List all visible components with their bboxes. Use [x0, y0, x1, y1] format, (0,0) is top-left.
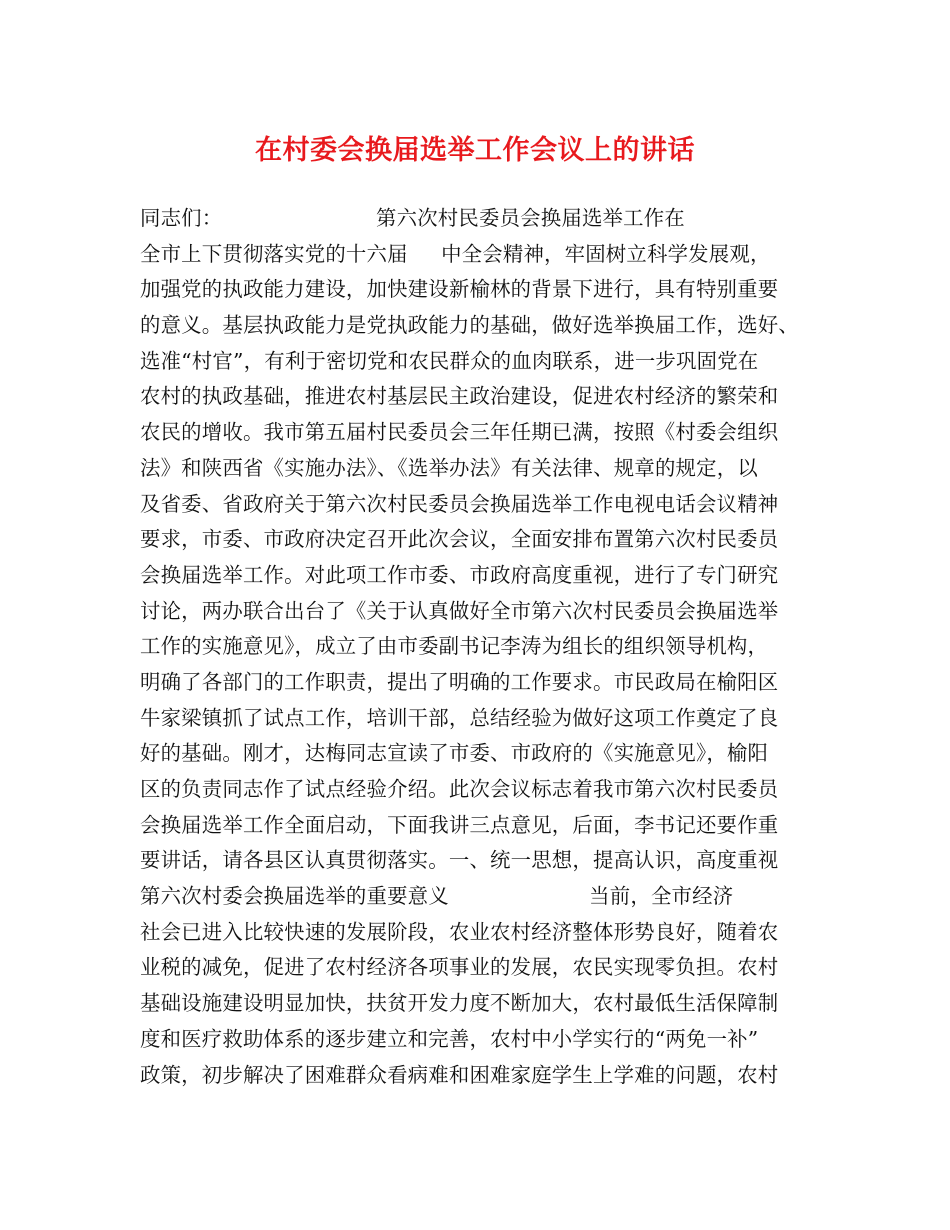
body-line: 农民的增收。我市第五届村民委员会三年任期已满，按照《村委会组织: [140, 420, 779, 445]
body-line: 政策，初步解决了困难群众看病难和困难家庭学生上学难的问题，农村: [140, 1062, 779, 1087]
body-line: 业税的减免，促进了农村经济各项事业的发展，农民实现零负担。农村: [140, 955, 779, 980]
body-line: 工作的实施意见》，成立了由市委副书记李涛为组长的组织领导机构，: [140, 634, 769, 659]
body-line: 牛家梁镇抓了试点工作，培训干部，总结经验为做好这项工作奠定了良: [140, 705, 779, 730]
body-line: 第六次村委会换届选举的重要意义 当前，全市经济: [140, 884, 734, 909]
body-line: 会换届选举工作。对此项工作市委、市政府高度重视，进行了专门研究: [140, 562, 779, 587]
body-line: 选准“村官”，有利于密切党和农民群众的血肉联系，进一步巩固党在: [140, 348, 759, 373]
body-line: 会换届选举工作全面启动，下面我讲三点意见，后面，李书记还要作重: [140, 812, 779, 837]
body-line: 度和医疗救助体系的逐步建立和完善，农村中小学实行的“两免一补”: [140, 1026, 759, 1051]
body-line: 要讲话，请各县区认真贯彻落实。一、统一思想，提高认识，高度重视: [140, 848, 779, 873]
body-line: 明确了各部门的工作职责，提出了明确的工作要求。市民政局在榆阳区: [140, 669, 779, 694]
body-line: 区的负责同志作了试点经验介绍。此次会议标志着我市第六次村民委员: [140, 777, 779, 801]
body-line: 社会已进入比较快速的发展阶段，农业农村经济整体形势良好，随着农: [140, 919, 779, 944]
document-title: 在村委会换届选举工作会议上的讲话: [255, 135, 695, 166]
body-line: 基础设施建设明显加快，扶贫开发力度不断加大，农村最低生活保障制: [140, 991, 779, 1016]
body-line: 的意义。基层执政能力是党执政能力的基础，做好选举换届工作，选好、: [140, 313, 799, 338]
body-line: 农村的执政基础，推进农村基层民主政治建设，促进农村经济的繁荣和: [140, 384, 779, 409]
body-line: 讨论，两办联合出台了《关于认真做好全市第六次村民委员会换届选举: [140, 598, 779, 623]
document-body: [140, 201, 830, 1093]
body-line: 同志们： 第六次村民委员会换届选举工作在: [140, 206, 685, 230]
body-line: 加强党的执政能力建设，加快建设新榆林的背景下进行，具有特别重要: [140, 277, 779, 302]
body-line: 全市上下贯彻落实党的十六届 中全会精神，牢固树立科学发展观，: [140, 241, 771, 266]
body-line: 好的基础。刚才，达梅同志宣读了市委、市政府的《实施意见》，榆阳: [140, 741, 769, 766]
body-line: 及省委、省政府关于第六次村民委员会换届选举工作电视电话会议精神: [140, 491, 779, 516]
body-line: 法》和陕西省《实施办法》、《选举办法》有关法律、规章的规定，以: [140, 455, 758, 480]
body-line: 要求，市委、市政府决定召开此次会议，全面安排布置第六次村民委员: [140, 527, 779, 552]
